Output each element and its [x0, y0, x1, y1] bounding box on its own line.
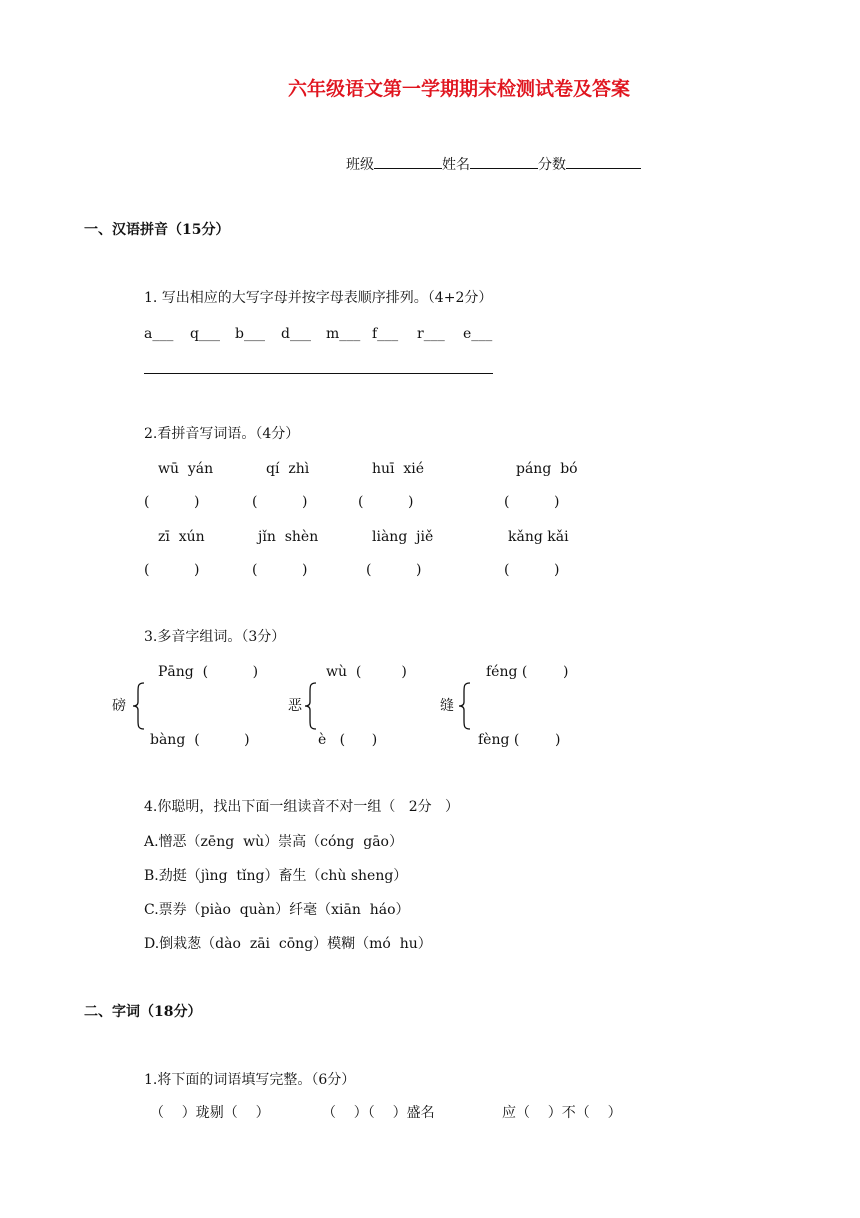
letter-blank[interactable]: a___ — [144, 326, 174, 342]
letter-blank[interactable]: r___ — [417, 326, 445, 342]
brace-icon — [132, 682, 146, 730]
polyphone-char: 磅 — [112, 698, 126, 714]
s1-q1-text: 1. 写出相应的大写字母并按字母表顺序排列。（4+2分） — [144, 290, 493, 306]
polyphone-char: 缝 — [440, 698, 454, 714]
pinyin: páng bó — [516, 461, 578, 477]
answer-paren[interactable]: ( ) — [358, 494, 414, 510]
pinyin: jǐn shèn — [258, 529, 319, 545]
answer-paren[interactable]: ( ) — [144, 494, 200, 510]
name-field[interactable] — [470, 154, 538, 169]
name-label: 姓名 — [442, 157, 470, 173]
polyphone-bottom[interactable]: è ( ) — [318, 732, 378, 748]
choice-option-d[interactable]: D.倒栽葱（dào zāi cōng）模糊（mó hu） — [144, 936, 432, 952]
answer-paren[interactable]: ( ) — [366, 562, 422, 578]
score-field[interactable] — [566, 154, 641, 169]
letter-blank[interactable]: m___ — [326, 326, 361, 342]
polyphone-top[interactable]: wù ( ) — [326, 664, 407, 680]
polyphone-bottom[interactable]: bàng ( ) — [150, 732, 250, 748]
score-label: 分数 — [538, 157, 566, 173]
answer-paren[interactable]: ( ) — [252, 494, 308, 510]
section2-heading: 二、字词（18分） — [84, 1004, 202, 1020]
choice-option-b[interactable]: B.劲挺（jìng tǐng）畜生（chù sheng） — [144, 868, 408, 884]
polyphone-bottom[interactable]: fèng ( ) — [478, 732, 561, 748]
pinyin: liàng jiě — [372, 529, 434, 545]
s1-q2-text: 2.看拼音写词语。（4分） — [144, 426, 300, 442]
pinyin: kǎng kǎi — [508, 529, 569, 545]
s2-q1-text: 1.将下面的词语填写完整。（6分） — [144, 1072, 356, 1088]
pinyin: huī xié — [372, 461, 425, 477]
fill-in-item[interactable]: （ ）珑剔（ ） — [150, 1105, 270, 1121]
letter-blank[interactable]: b___ — [235, 326, 265, 342]
letter-blank[interactable]: d___ — [281, 326, 311, 342]
choice-option-a[interactable]: A.憎恶（zēng wù）崇高（cóng gāo） — [144, 834, 403, 850]
letter-blank[interactable]: e___ — [463, 326, 493, 342]
brace-icon — [304, 682, 318, 730]
page-title: 六年级语文第一学期期末检测试卷及答案 — [288, 78, 631, 100]
answer-line[interactable] — [144, 373, 493, 374]
polyphone-top[interactable]: Pāng ( ) — [158, 664, 259, 680]
fill-in-item[interactable]: （ ）（ ）盛名 — [322, 1105, 435, 1121]
section1-heading: 一、汉语拼音（15分） — [84, 222, 230, 238]
s1-q3-text: 3.多音字组词。（3分） — [144, 629, 286, 645]
s1-q4-text: 4.你聪明，找出下面一组读音不对一组（ 2分 ） — [144, 799, 459, 815]
answer-paren[interactable]: ( ) — [504, 494, 560, 510]
answer-paren[interactable]: ( ) — [252, 562, 308, 578]
pinyin: zī xún — [158, 529, 205, 545]
letter-blank[interactable]: q___ — [190, 326, 220, 342]
pinyin: qí zhì — [266, 461, 310, 477]
fill-in-item[interactable]: 应（ ）不（ ） — [502, 1105, 622, 1121]
class-field[interactable] — [374, 154, 442, 169]
letter-blank[interactable]: f___ — [372, 326, 399, 342]
answer-paren[interactable]: ( ) — [504, 562, 560, 578]
answer-paren[interactable]: ( ) — [144, 562, 200, 578]
brace-icon — [458, 682, 472, 730]
class-label: 班级 — [346, 157, 374, 173]
polyphone-char: 恶 — [288, 698, 302, 714]
polyphone-top[interactable]: féng ( ) — [486, 664, 569, 680]
header-fields — [346, 154, 641, 174]
pinyin: wū yán — [158, 461, 214, 477]
choice-option-c[interactable]: C.票券（piào quàn）纤毫（xiān háo） — [144, 902, 410, 918]
